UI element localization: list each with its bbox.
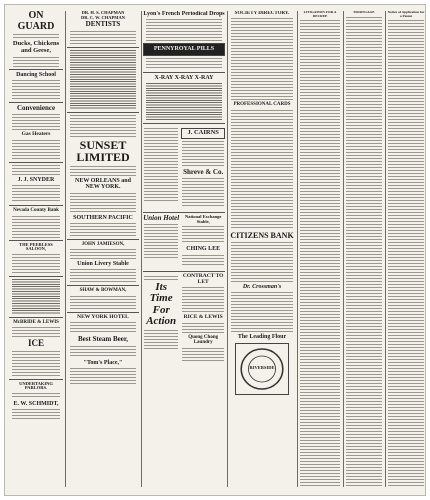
mcbride-heading: McBRIDE & LEWIS (13, 320, 59, 326)
union-hotel-heading: Union Hotel (143, 214, 180, 223)
best-steam-heading: Best Steam Beer, (77, 335, 129, 344)
convenience-heading: Convenience (16, 103, 56, 112)
chapman-1: DR. H. S. CHAPMAN (81, 11, 125, 15)
leading-flour-heading: The Leading Flour (237, 334, 287, 341)
action-heading: Action (146, 315, 177, 328)
gas-heaters-heading: Gas Heaters (21, 131, 51, 138)
column-2 (67, 11, 139, 487)
ching-lee-heading: CHING LEE (186, 246, 221, 253)
limited-heading: LIMITED (76, 150, 130, 165)
column-7 (387, 11, 425, 487)
column-1 (9, 11, 63, 487)
french-drops-heading: Lyon's French Periodical Drops (143, 11, 225, 17)
stamp-lettering: RIVERSIDE (249, 365, 275, 371)
column-5 (299, 11, 341, 487)
col5-heading: LITIGATION FOR A DECREE (303, 11, 337, 18)
snyder-heading: J. J. SNYDER (17, 177, 55, 184)
shreve-heading: Shreve & Co. (183, 167, 224, 176)
southern-pacific: SOUTHERN PACIFIC (73, 214, 133, 221)
union-livery-heading: Union Livery Stable (77, 261, 129, 268)
toms-place-heading: "Tom's Place," (83, 359, 123, 366)
pennyroyal-heading: PENNYROYAL PILLS (143, 43, 225, 55)
ice-heading: ICE (27, 338, 44, 349)
its-time-heading: Its Time (149, 280, 173, 305)
cairns-heading: J. CAIRNS (181, 128, 225, 139)
quong-heading: Quong Chong Laundry (188, 335, 219, 346)
society-heading: SOCIETY DIRECTORY. (234, 11, 290, 16)
column-6 (345, 11, 383, 487)
citizens-bank-heading: CITIZENS BANK (230, 230, 294, 240)
dentists-heading: DENTISTS (85, 20, 121, 29)
national-exchange-heading: National Exchange Stable, (184, 214, 222, 224)
county-bank-heading: Nevada County Bank (13, 208, 59, 214)
new-orleans: NEW ORLEANS and (75, 177, 131, 184)
column-3 (143, 11, 225, 487)
undertaking-heading: UNDERTAKING PARLORS. (19, 380, 53, 391)
crossman-heading: Dr. Crossman's (242, 283, 282, 290)
shaw-heading: SHAW & BOWMAN, (79, 288, 127, 294)
professional-heading: PROFESSIONAL CARDS (233, 102, 291, 108)
for-heading: For (152, 303, 170, 316)
peerless-heading: THE PEERLESS SALOON, (19, 241, 53, 252)
column-4 (229, 11, 295, 487)
rice-lewis-heading: RICE & LEWIS (183, 314, 223, 321)
col6-heading: MORTGAGE (353, 11, 375, 14)
dancing-school-heading: Dancing School (16, 71, 56, 78)
new-york: NEW YORK. (85, 184, 121, 191)
on-guard-heading: ON GUARD (17, 11, 55, 32)
jamieson-heading: JOHN JAMIESON, (81, 241, 125, 247)
new-york-hotel-heading: NEW YORK HOTEL (77, 313, 129, 320)
newspaper-page (4, 4, 426, 496)
sunset-heading: SUNSET (79, 137, 127, 152)
chapman-2: DR. C. W. CHAPMAN (80, 14, 125, 20)
schmidt-heading: E. W. SCHMIDT, (13, 401, 59, 408)
xray-heading: X-RAY X-RAY X-RAY (154, 74, 214, 81)
ducks-heading: Ducks, Chickens and Geese, (12, 40, 60, 54)
contract-heading: CONTRACT TO LET (182, 272, 224, 285)
flour-sack-illustration (235, 343, 289, 395)
col7-heading: Notice of Application for a Patent (387, 11, 425, 18)
